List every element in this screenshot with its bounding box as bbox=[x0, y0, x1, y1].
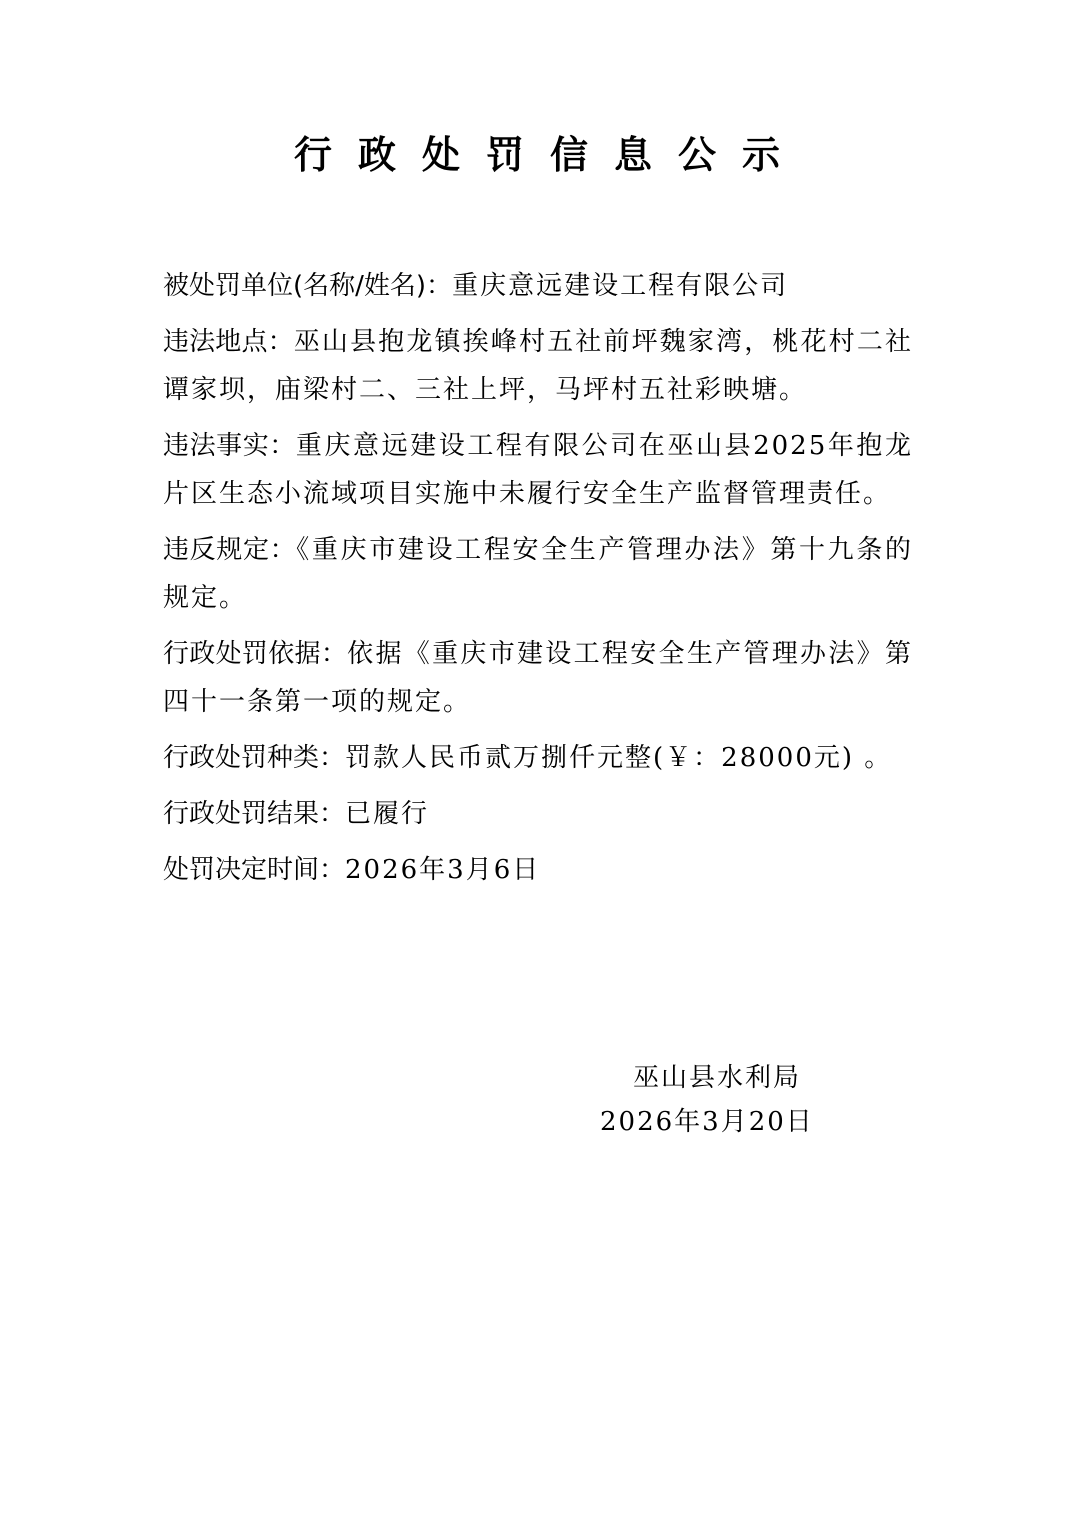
item-label: 违法事实： bbox=[163, 431, 296, 461]
item-value: 重庆意远建设工程有限公司 bbox=[452, 271, 789, 301]
item-penalty-type bbox=[163, 734, 913, 782]
item-label: 行政处罚结果： bbox=[163, 799, 346, 829]
item-label: 违法地点： bbox=[163, 327, 294, 357]
item-label: 处罚决定时间： bbox=[163, 855, 346, 885]
item-value: 依据《重庆市建设工程安全生产管理办法》第四十一条第一项的规定。 bbox=[163, 639, 913, 717]
item-value: 重庆意远建设工程有限公司在巫山县2025年抱龙片区生态小流域项目实施中未履行安全生产监督管理责任。 bbox=[163, 431, 913, 509]
item-penalty-basis bbox=[163, 630, 913, 726]
item-label: 违反规定： bbox=[163, 535, 297, 565]
item-violated-provision bbox=[163, 526, 913, 622]
item-label: 行政处罚依据： bbox=[163, 639, 348, 669]
item-value: 已履行 bbox=[345, 799, 430, 829]
item-violation-facts bbox=[163, 422, 913, 518]
page-title: 行政处罚信息公示 bbox=[293, 133, 806, 177]
item-value: 罚款人民币贰万捌仟元整(￥：28000元) 。 bbox=[345, 743, 893, 773]
item-penalty-result bbox=[163, 790, 913, 838]
item-value: 《重庆市建设工程安全生产管理办法》第十九条的规定。 bbox=[163, 535, 913, 613]
signature-block bbox=[600, 1056, 920, 1144]
item-value: 2026年3月6日 bbox=[345, 855, 541, 885]
item-value: 巫山县抱龙镇挨峰村五社前坪魏家湾，桃花村二社谭家坝，庙梁村二、三社上坪，马坪村五社彩映塘。 bbox=[163, 327, 913, 405]
item-label: 行政处罚种类： bbox=[163, 743, 346, 773]
item-label: 被处罚单位(名称/姓名)： bbox=[163, 271, 453, 301]
signature-date: 2026年3月20日 bbox=[600, 1107, 814, 1137]
signature-organization: 巫山县水利局 bbox=[633, 1063, 802, 1093]
item-penalized-entity bbox=[163, 262, 913, 310]
document-body bbox=[163, 262, 913, 902]
item-violation-location bbox=[163, 318, 913, 414]
item-decision-date bbox=[163, 846, 913, 894]
